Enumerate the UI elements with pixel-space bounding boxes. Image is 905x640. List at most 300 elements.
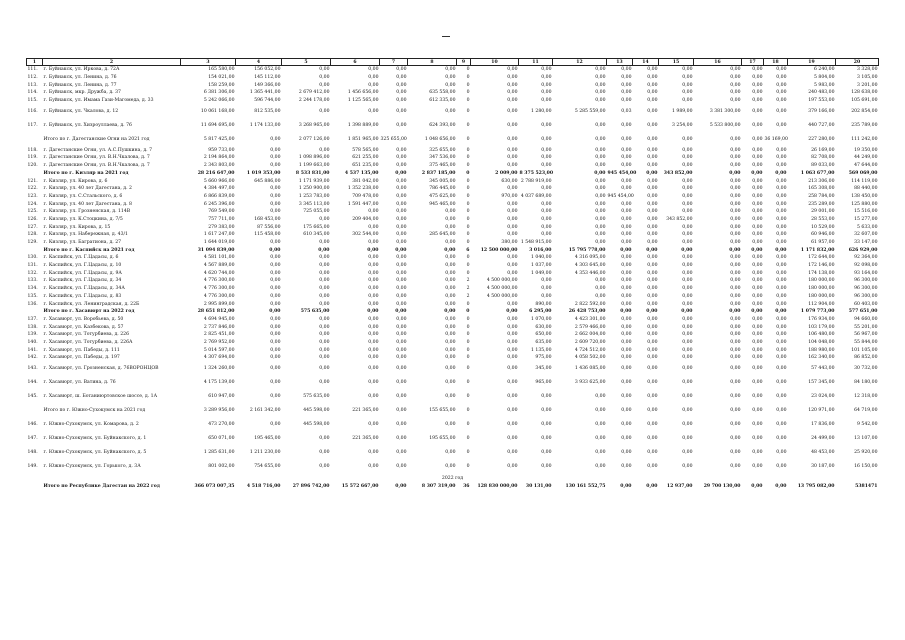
value-cell: 0,00: [621, 82, 632, 88]
value-cell: 445 598,00: [303, 408, 330, 414]
row-number: 125.: [27, 209, 38, 215]
value-cell: 0,00: [776, 155, 787, 161]
value-cell: 0,00: [507, 147, 518, 153]
value-cell: 0: [466, 155, 470, 161]
value-cell: 0,00: [647, 436, 658, 442]
value-cell: 0,00: [647, 270, 658, 276]
table-row: [27, 146, 879, 154]
value-cell: 0,00: [621, 136, 632, 142]
value-cell: 302 544,00: [352, 232, 379, 238]
value-cell: 125 880,00: [851, 201, 878, 207]
value-cell: 0,00: [752, 232, 763, 238]
address-cell: г. Буйнакск, ул. Чкалова, д. 12: [43, 108, 119, 114]
value-cell: 0,00: [730, 324, 741, 330]
value-cell: 0,00: [621, 216, 632, 222]
value-cell: 1 250 900,00: [298, 186, 330, 192]
value-cell: 650,00: [535, 332, 552, 338]
value-cell: 1 098 896,00: [298, 155, 330, 161]
value-cell: 4 500 000,00: [486, 286, 518, 292]
value-cell: 0,00: [507, 422, 518, 428]
value-cell: 0,00: [730, 232, 741, 238]
value-cell: 0,00: [368, 82, 379, 88]
value-cell: 0,00: [507, 108, 518, 114]
value-cell: 4 384 497,00: [203, 186, 235, 192]
value-cell: 970,00: [501, 193, 518, 199]
value-cell: 105 691,00: [851, 98, 878, 104]
value-cell: 621 255,00: [352, 155, 379, 161]
value-cell: 0,00: [368, 380, 379, 386]
table-row: [27, 277, 879, 285]
value-cell: 0: [466, 436, 470, 442]
value-cell: 0,00: [682, 422, 693, 428]
value-cell: 0,00: [682, 324, 693, 330]
value-cell: 88 440,00: [854, 186, 878, 192]
value-cell: 0,00: [595, 408, 606, 414]
value-cell: 0,00: [776, 108, 787, 114]
table-row: [27, 339, 879, 347]
value-cell: 3 016,00: [529, 247, 552, 253]
value-cell: 26 169,00: [811, 147, 835, 153]
row-number: 126.: [27, 216, 38, 222]
value-cell: 0,00: [541, 186, 552, 192]
value-cell: 0,00: [445, 394, 456, 400]
value-cell: 0,00: [541, 436, 552, 442]
value-cell: 0,00: [396, 464, 407, 470]
value-cell: 0: [466, 309, 470, 315]
value-cell: 0,00: [776, 286, 787, 292]
row-number: 131.: [27, 263, 38, 269]
value-cell: 25 920,00: [854, 450, 878, 456]
value-cell: 0,00: [646, 309, 658, 315]
value-cell: 0,00: [621, 67, 632, 73]
value-cell: 0,00: [541, 422, 552, 428]
value-cell: 0,00: [445, 301, 456, 307]
value-cell: 0,00: [396, 347, 407, 353]
value-cell: 0,00: [595, 75, 606, 81]
value-cell: 0,00: [541, 82, 552, 88]
value-cell: 0,03: [621, 108, 632, 114]
table-row: [27, 293, 879, 301]
value-cell: 0,00: [621, 90, 632, 96]
value-cell: 0,00: [647, 255, 658, 261]
value-cell: 60 946,00: [811, 232, 835, 238]
year-label: 2022 год: [441, 475, 464, 481]
value-cell: 0,00: [319, 380, 330, 386]
value-cell: 635,00: [535, 339, 552, 345]
value-cell: 0,00: [776, 436, 787, 442]
value-cell: 0,00: [319, 147, 330, 153]
value-cell: 0,00: [595, 450, 606, 456]
value-cell: 4 776 300,00: [203, 286, 235, 292]
value-cell: 0,00: [776, 339, 787, 345]
value-cell: 0,00: [396, 316, 407, 322]
value-cell: 1 253 783,00: [298, 193, 330, 199]
value-cell: 325 655,00: [429, 147, 456, 153]
value-cell: 0,00: [730, 380, 741, 386]
value-cell: 0,00: [682, 178, 693, 184]
value-cell: 0,00: [647, 108, 658, 114]
row-number: 114.: [27, 90, 38, 96]
value-cell: 0,00: [507, 436, 518, 442]
table-row: [27, 432, 879, 446]
value-cell: 0,00: [396, 394, 407, 400]
value-cell: 0,00: [507, 332, 518, 338]
value-cell: 0,00: [396, 408, 407, 414]
value-cell: 0,00: [595, 224, 606, 230]
value-cell: 0,00: [395, 484, 407, 490]
value-cell: 0,00: [682, 224, 693, 230]
value-cell: 57 443,00: [811, 366, 835, 372]
value-cell: 0,00: [270, 394, 281, 400]
address-cell: г. Хасавюрт, ул. Пабеды, д. 111: [43, 347, 120, 353]
value-cell: 0,00: [730, 255, 741, 261]
row-number: 127.: [27, 224, 38, 230]
value-cell: 0,00: [752, 155, 763, 161]
value-cell: 0: [466, 316, 470, 322]
value-cell: 1 211 230,00: [249, 450, 281, 456]
value-cell: 0,00: [507, 301, 518, 307]
value-cell: 0,00: [507, 366, 518, 372]
column-number: 11: [519, 59, 553, 66]
value-cell: 3 933 625,00: [574, 380, 606, 386]
column-number: 12: [553, 59, 607, 66]
address-cell: г. Кизляр, ул. Грозненская, д. 114В: [43, 209, 131, 215]
value-cell: 0,00: [682, 98, 693, 104]
value-cell: 0,00: [621, 422, 632, 428]
value-cell: 0,00: [752, 224, 763, 230]
value-cell: 0,00: [270, 255, 281, 261]
value-cell: 0,00: [776, 394, 787, 400]
value-cell: 209 404,00: [352, 216, 379, 222]
value-cell: 0,00: [270, 422, 281, 428]
value-cell: 0,00: [751, 247, 763, 253]
value-cell: 221 365,00: [352, 408, 379, 414]
value-cell: 0,00: [730, 240, 741, 246]
value-cell: 0,00: [621, 122, 632, 128]
value-cell: 0,00: [319, 301, 330, 307]
value-cell: 578 565,00: [352, 147, 379, 153]
value-cell: 0,00: [730, 155, 741, 161]
value-cell: 0,00: [506, 309, 518, 315]
value-cell: 0,00: [507, 67, 518, 73]
value-cell: 0,00: [595, 464, 606, 470]
value-cell: 89 033,00: [811, 163, 835, 169]
table-row: [27, 346, 879, 354]
value-cell: 0,00: [682, 301, 693, 307]
value-cell: 2 995 899,00: [203, 301, 235, 307]
value-cell: 0,00: [682, 186, 693, 192]
value-cell: 0,00: [730, 316, 741, 322]
address-cell: г. Южно-Сухокумск, ул. Комарова, д. 2: [43, 422, 139, 428]
value-cell: 0,00: [595, 293, 606, 299]
value-cell: 0,00: [646, 170, 658, 176]
value-cell: 0,00: [647, 155, 658, 161]
value-cell: 0,00: [730, 263, 741, 269]
value-cell: 630,00: [501, 178, 518, 184]
value-cell: 0,00: [507, 209, 518, 215]
value-cell: 945 454,00: [607, 193, 634, 199]
value-cell: 0,00: [396, 201, 407, 207]
value-cell: 0,00: [682, 293, 693, 299]
value-cell: 0,00: [445, 263, 456, 269]
value-cell: 0,00: [270, 293, 281, 299]
value-cell: 0: [466, 193, 470, 199]
address-cell: г. Кизляр, ул. С.Стальского, д. 6: [43, 193, 123, 199]
value-cell: 0: [466, 90, 470, 96]
value-cell: 0,00: [730, 75, 741, 81]
value-cell: 0: [466, 324, 470, 330]
value-cell: 104 048,00: [808, 339, 835, 345]
value-cell: 0,00: [730, 355, 741, 361]
value-cell: 0,00: [541, 450, 552, 456]
value-cell: 0,00: [776, 347, 787, 353]
value-cell: 0,00: [445, 278, 456, 284]
value-cell: 0,00: [730, 464, 741, 470]
value-cell: 0,00: [270, 201, 281, 207]
value-cell: 0: [466, 136, 470, 142]
value-cell: 128 830 000,00: [477, 484, 518, 490]
value-cell: 0,00: [647, 232, 658, 238]
value-cell: 180 000,00: [808, 286, 835, 292]
value-cell: 0,00: [319, 270, 330, 276]
value-cell: 0,00: [396, 240, 407, 246]
value-cell: 0,00: [368, 240, 379, 246]
page-mark: [442, 36, 450, 37]
value-cell: 0,00: [621, 355, 632, 361]
value-cell: 0,00: [621, 301, 632, 307]
address-cell: г. Южно-Сухокумск, ул. Буйнакского, д. 5: [43, 450, 147, 456]
value-cell: 0,00: [776, 355, 787, 361]
value-cell: 0,00: [776, 422, 787, 428]
value-cell: 0,00: [752, 355, 763, 361]
value-cell: 235 289,00: [808, 201, 835, 207]
table-row: [27, 118, 879, 132]
value-cell: 965,00: [535, 380, 552, 386]
value-cell: 2 825 451,00: [203, 332, 235, 338]
value-cell: 213 306,00: [808, 178, 835, 184]
value-cell: 0,00: [621, 155, 632, 161]
value-cell: 31 094 839,00: [197, 247, 235, 253]
value-cell: 945 454,00: [607, 170, 637, 176]
value-cell: 2 579 466,00: [574, 324, 606, 330]
row-number: 116.: [27, 108, 38, 114]
value-cell: 0,00: [270, 286, 281, 292]
value-cell: 0,00: [396, 366, 407, 372]
value-cell: 0,00: [368, 75, 379, 81]
value-cell: 30 732,00: [854, 366, 878, 372]
value-cell: 0,00: [752, 464, 763, 470]
value-cell: 33 147,00: [854, 240, 878, 246]
value-cell: 0,00: [621, 339, 632, 345]
value-cell: 0,00: [682, 436, 693, 442]
value-cell: 0,00: [507, 347, 518, 353]
row-number: [27, 483, 43, 491]
table-row: [27, 300, 879, 308]
value-cell: 0,00: [396, 108, 407, 114]
value-cell: 0,00: [647, 355, 658, 361]
value-cell: 0,00: [395, 309, 407, 315]
value-cell: 786 445,00: [429, 186, 456, 192]
address-cell: г. Буйнакск, ул. Хизроуллаева, д. 76: [43, 122, 132, 128]
value-cell: 0: [466, 108, 470, 114]
value-cell: 0,00: [507, 464, 518, 470]
value-cell: 5 660 966,00: [203, 178, 235, 184]
value-cell: 0,00: [647, 286, 658, 292]
value-cell: 8 375 523,00: [519, 170, 554, 176]
value-cell: 0,00: [647, 324, 658, 330]
column-number: 4: [236, 59, 282, 66]
value-cell: 0,00: [270, 186, 281, 192]
value-cell: 0,00: [730, 163, 741, 169]
value-cell: 3 105,00: [857, 75, 878, 81]
value-cell: 0,00: [595, 201, 606, 207]
value-cell: 0: [466, 147, 470, 153]
value-cell: 0,00: [752, 436, 763, 442]
value-cell: 0,00: [730, 347, 741, 353]
value-cell: 0,00: [752, 270, 763, 276]
value-cell: 0,00: [319, 286, 330, 292]
value-cell: 0,00: [621, 224, 632, 230]
value-cell: 5 242 066,00: [203, 98, 235, 104]
value-cell: 0,00: [595, 422, 606, 428]
value-cell: 0,00: [595, 98, 606, 104]
value-cell: 0,00: [541, 67, 552, 73]
table-row: [27, 200, 879, 208]
value-cell: 0,00: [752, 293, 763, 299]
value-cell: 0,00: [270, 193, 281, 199]
value-cell: 0,00: [445, 67, 456, 73]
value-cell: 0,00: [621, 178, 632, 184]
value-cell: 4 500 000,00: [486, 278, 518, 284]
column-number: 20: [836, 59, 879, 66]
value-cell: 0,00: [319, 436, 330, 442]
value-cell: 0: [466, 347, 470, 353]
value-cell: 0,00: [368, 332, 379, 338]
column-number: 7: [380, 59, 408, 66]
value-cell: 0,00: [621, 255, 632, 261]
value-cell: 5 285 559,00: [574, 108, 606, 114]
value-cell: 0,00: [270, 263, 281, 269]
value-cell: 0,00: [776, 216, 787, 222]
value-cell: 0,00: [396, 255, 407, 261]
value-cell: 0,00: [730, 82, 741, 88]
value-cell: 0,00: [507, 324, 518, 330]
value-cell: 154 021,00: [208, 75, 235, 81]
value-cell: 0,00: [776, 209, 787, 215]
value-cell: 0,00: [368, 464, 379, 470]
value-cell: 5 804,00: [814, 75, 835, 81]
value-cell: 0,00: [270, 324, 281, 330]
value-cell: 0,00: [776, 366, 787, 372]
value-cell: 3 201,00: [857, 82, 878, 88]
value-cell: 0,00: [752, 422, 763, 428]
value-cell: 0,00: [730, 178, 741, 184]
value-cell: 0,00: [776, 186, 787, 192]
value-cell: 1 049,00: [531, 270, 552, 276]
value-cell: 0,00: [319, 355, 330, 361]
value-cell: 0,00: [776, 301, 787, 307]
value-cell: 325 655,00: [380, 136, 407, 142]
value-cell: 60 403,00: [854, 301, 878, 307]
value-cell: 0,00: [445, 380, 456, 386]
value-cell: 0,00: [682, 209, 693, 215]
value-cell: 0,00: [647, 82, 658, 88]
value-cell: 0,00: [269, 309, 281, 315]
value-cell: 0,00: [776, 193, 787, 199]
value-cell: 0,00: [730, 450, 741, 456]
column-number: 6: [331, 59, 380, 66]
value-cell: 4 500 000,00: [486, 293, 518, 299]
value-cell: 0,00: [752, 67, 763, 73]
value-cell: 0,00: [541, 90, 552, 96]
value-cell: 0,00: [507, 263, 518, 269]
value-cell: 345,00: [535, 366, 552, 372]
value-cell: 158 259,00: [208, 82, 235, 88]
value-cell: 0,00: [319, 293, 330, 299]
subtotal-row: [27, 308, 879, 316]
value-cell: 0,00: [752, 347, 763, 353]
value-cell: 0,00: [541, 408, 552, 414]
column-number: 8: [408, 59, 457, 66]
value-cell: 0,00: [319, 324, 330, 330]
value-cell: 0,00: [541, 224, 552, 230]
value-cell: 64 719,00: [854, 408, 878, 414]
address-cell: г. Каспийск, ул. Г.Цадасы, д. 34: [43, 278, 122, 284]
value-cell: 0,00: [730, 408, 741, 414]
value-cell: 4 776 300,00: [203, 293, 235, 299]
value-cell: 0,00: [445, 450, 456, 456]
value-cell: 0,00: [621, 201, 632, 207]
value-cell: 0,00: [445, 75, 456, 81]
table-row: [27, 74, 879, 82]
value-cell: 0,00: [682, 464, 693, 470]
value-cell: 0,00: [776, 263, 787, 269]
address-cell: г. Южно-Сухокумск, ул. Буйнакского, д. 1: [43, 436, 147, 442]
column-number: 14: [633, 59, 659, 66]
value-cell: 0,00: [319, 464, 330, 470]
value-cell: 0,00: [541, 464, 552, 470]
data-table: [26, 58, 878, 490]
value-cell: 0,00: [751, 170, 763, 176]
value-cell: 0: [466, 255, 470, 261]
value-cell: 176 934,00: [808, 316, 835, 322]
table-row: [27, 460, 879, 474]
value-cell: 0,00: [776, 332, 787, 338]
row-number: 111.: [27, 67, 38, 73]
value-cell: 0,00: [541, 293, 552, 299]
row-number: 119.: [27, 155, 38, 161]
value-cell: 0,00: [752, 450, 763, 456]
column-number: 5: [282, 59, 331, 66]
value-cell: 8 307 319,00: [421, 484, 456, 490]
value-cell: 0,00: [595, 394, 606, 400]
value-cell: 0,00: [541, 286, 552, 292]
value-cell: 0: [466, 270, 470, 276]
value-cell: 0,00: [647, 464, 658, 470]
value-cell: 0,00: [682, 380, 693, 386]
value-cell: 0,00: [621, 186, 632, 192]
row-number: 138.: [27, 324, 38, 330]
column-number: 9: [457, 59, 471, 66]
value-cell: 0,00: [445, 216, 456, 222]
value-cell: 754 655,00: [254, 464, 281, 470]
value-cell: 0,00: [730, 436, 741, 442]
value-cell: 15 795 778,00: [568, 247, 606, 253]
value-cell: 15 277,00: [854, 216, 878, 222]
value-cell: 2 244 178,00: [298, 98, 330, 104]
column-number: 3: [181, 59, 236, 66]
value-cell: 0,00: [368, 355, 379, 361]
